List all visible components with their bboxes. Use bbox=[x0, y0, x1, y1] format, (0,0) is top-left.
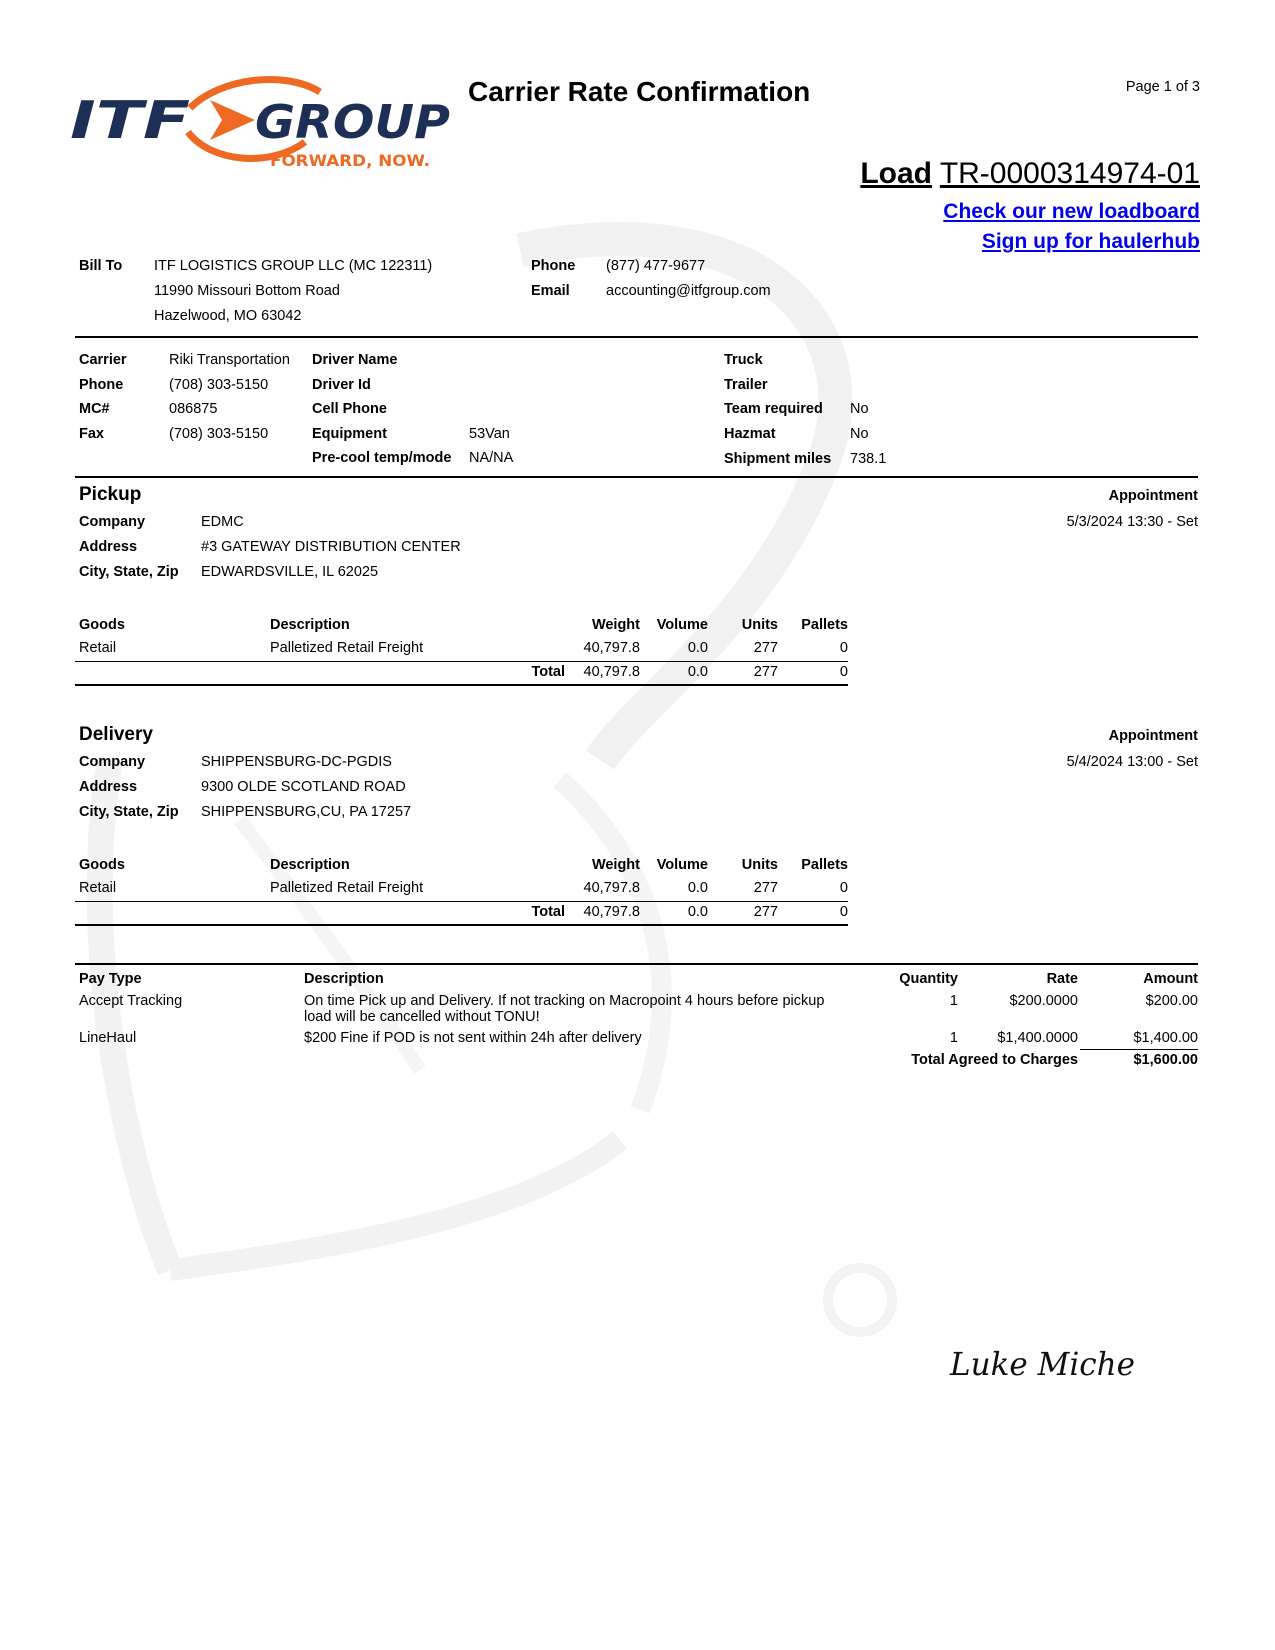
carrier-fax-label: Fax bbox=[79, 426, 104, 442]
carrier-mc-label: MC# bbox=[79, 401, 110, 417]
pay-row-amount: $1,400.00 bbox=[1133, 1030, 1198, 1046]
signature bbox=[945, 1335, 1145, 1394]
pickup-units-header: Units bbox=[741, 617, 778, 633]
delivery-company-label: Company bbox=[79, 754, 146, 770]
pickup-address: #3 GATEWAY DISTRIBUTION CENTER bbox=[201, 539, 461, 555]
carrier-mc: 086875 bbox=[169, 401, 218, 417]
team-required-label: Team required bbox=[724, 401, 823, 417]
delivery-total-label: Total bbox=[531, 904, 565, 920]
bill-to-label: Bill To bbox=[79, 258, 123, 274]
pickup-csz: EDWARDSVILLE, IL 62025 bbox=[201, 564, 379, 580]
carrier-fax: (708) 303-5150 bbox=[169, 426, 269, 442]
pickup-row-description: Palletized Retail Freight bbox=[270, 640, 424, 656]
divider bbox=[75, 661, 848, 662]
delivery-row-pallets: 0 bbox=[839, 880, 848, 896]
loadboard-link[interactable]: Check our new loadboard bbox=[943, 200, 1200, 223]
divider bbox=[75, 963, 1198, 965]
carrier-phone-label: Phone bbox=[79, 377, 124, 393]
total-divider bbox=[1080, 1049, 1198, 1050]
divider bbox=[75, 336, 1198, 338]
bill-to-address1: 11990 Missouri Bottom Road bbox=[154, 283, 340, 299]
pickup-pallets-header: Pallets bbox=[801, 617, 848, 633]
haulerhub-link[interactable]: Sign up for haulerhub bbox=[981, 230, 1200, 253]
pickup-description-header: Description bbox=[270, 617, 350, 633]
pay-row-rate: $1,400.0000 bbox=[997, 1030, 1078, 1046]
pickup-total-label: Total bbox=[531, 664, 565, 680]
pickup-row-pallets: 0 bbox=[839, 640, 848, 656]
page-indicator: Page 1 of 3 bbox=[1125, 79, 1200, 95]
pay-amount-header: Amount bbox=[1143, 971, 1198, 987]
pickup-volume-header: Volume bbox=[656, 617, 708, 633]
divider bbox=[75, 924, 848, 926]
pickup-appointment-label: Appointment bbox=[1108, 488, 1198, 504]
pay-row-description-line1: $200 Fine if POD is not sent within 24h after delivery bbox=[304, 1030, 642, 1046]
equipment-label: Equipment bbox=[312, 426, 387, 442]
pickup-goods-header: Goods bbox=[79, 617, 125, 633]
cell-phone-label: Cell Phone bbox=[312, 401, 387, 417]
svg-text:ITF: ITF bbox=[70, 91, 190, 151]
delivery-company: SHIPPENSBURG-DC-PGDIS bbox=[201, 754, 392, 770]
equipment-value: 53Van bbox=[469, 426, 510, 442]
trailer-label: Trailer bbox=[724, 377, 768, 393]
pickup-address-label: Address bbox=[79, 539, 138, 555]
pickup-title: Pickup bbox=[79, 484, 142, 505]
bill-to-phone: (877) 477-9677 bbox=[606, 258, 706, 274]
bill-to-phone-label: Phone bbox=[531, 258, 576, 274]
pay-rate-header: Rate bbox=[1046, 971, 1078, 987]
delivery-csz: SHIPPENSBURG,CU, PA 17257 bbox=[201, 804, 412, 820]
pickup-total-pallets: 0 bbox=[839, 664, 848, 680]
divider bbox=[75, 684, 848, 686]
delivery-row-weight: 40,797.8 bbox=[583, 880, 640, 896]
delivery-weight-header: Weight bbox=[591, 857, 640, 873]
precool-value: NA/NA bbox=[469, 450, 514, 466]
driver-id-label: Driver Id bbox=[312, 377, 371, 393]
precool-label: Pre-cool temp/mode bbox=[312, 450, 452, 466]
delivery-total-volume: 0.0 bbox=[687, 904, 708, 920]
pay-row-amount: $200.00 bbox=[1145, 993, 1198, 1009]
carrier-label: Carrier bbox=[79, 352, 127, 368]
pay-row-quantity: 1 bbox=[949, 1030, 958, 1046]
delivery-appointment-label: Appointment bbox=[1108, 728, 1198, 744]
svg-text:FORWARD, NOW.: FORWARD, NOW. bbox=[270, 151, 430, 170]
delivery-units-header: Units bbox=[741, 857, 778, 873]
load-number: TR-0000314974-01 bbox=[939, 157, 1200, 190]
delivery-volume-header: Volume bbox=[656, 857, 708, 873]
pay-row-type: LineHaul bbox=[79, 1030, 137, 1046]
pickup-appointment: 5/3/2024 13:30 - Set bbox=[1066, 514, 1198, 530]
delivery-row-goods: Retail bbox=[79, 880, 117, 896]
total-charges-label: Total Agreed to Charges bbox=[911, 1052, 1078, 1068]
delivery-row-description: Palletized Retail Freight bbox=[270, 880, 424, 896]
delivery-address: 9300 OLDE SCOTLAND ROAD bbox=[201, 779, 406, 795]
hazmat-value: No bbox=[850, 426, 869, 442]
hazmat-label: Hazmat bbox=[724, 426, 776, 442]
load-number-line bbox=[860, 157, 1200, 191]
bill-to-name: ITF LOGISTICS GROUP LLC (MC 122311) bbox=[154, 258, 433, 274]
pickup-total-volume: 0.0 bbox=[687, 664, 708, 680]
delivery-appointment: 5/4/2024 13:00 - Set bbox=[1066, 754, 1198, 770]
delivery-address-label: Address bbox=[79, 779, 138, 795]
shipment-miles-label: Shipment miles bbox=[724, 451, 832, 467]
driver-name-label: Driver Name bbox=[312, 352, 398, 368]
divider bbox=[75, 476, 1198, 478]
delivery-total-weight: 40,797.8 bbox=[583, 904, 640, 920]
carrier-phone: (708) 303-5150 bbox=[169, 377, 269, 393]
truck-label: Truck bbox=[724, 352, 763, 368]
delivery-title: Delivery bbox=[79, 724, 153, 745]
pay-quantity-header: Quantity bbox=[899, 971, 958, 987]
svg-text:Luke Miche: Luke Miche bbox=[949, 1345, 1135, 1383]
pickup-total-weight: 40,797.8 bbox=[583, 664, 640, 680]
pickup-row-weight: 40,797.8 bbox=[583, 640, 640, 656]
team-required-value: No bbox=[850, 401, 869, 417]
svg-text:GROUP: GROUP bbox=[255, 95, 451, 149]
pickup-company-label: Company bbox=[79, 514, 146, 530]
itf-group-logo bbox=[70, 70, 455, 174]
delivery-row-units: 277 bbox=[753, 880, 778, 896]
delivery-total-units: 277 bbox=[753, 904, 778, 920]
total-charges-amount: $1,600.00 bbox=[1133, 1052, 1198, 1068]
pickup-weight-header: Weight bbox=[591, 617, 640, 633]
pay-row-type: Accept Tracking bbox=[79, 993, 183, 1009]
delivery-row-volume: 0.0 bbox=[687, 880, 708, 896]
pickup-row-units: 277 bbox=[753, 640, 778, 656]
delivery-goods-header: Goods bbox=[79, 857, 125, 873]
pickup-company: EDMC bbox=[201, 514, 244, 530]
pay-row-description-line1: On time Pick up and Delivery. If not tracking on Macropoint 4 hours before pickup bbox=[304, 993, 825, 1009]
bill-to-email-label: Email bbox=[531, 283, 570, 299]
delivery-csz-label: City, State, Zip bbox=[79, 804, 179, 820]
carrier-name: Riki Transportation bbox=[169, 352, 290, 368]
pay-description-header: Description bbox=[304, 971, 384, 987]
bill-to-address2: Hazelwood, MO 63042 bbox=[154, 308, 302, 324]
delivery-description-header: Description bbox=[270, 857, 350, 873]
document-title: Carrier Rate Confirmation bbox=[468, 76, 811, 107]
pay-row-rate: $200.0000 bbox=[1009, 993, 1078, 1009]
bill-to-email: accounting@itfgroup.com bbox=[606, 283, 771, 299]
pay-row-quantity: 1 bbox=[949, 993, 958, 1009]
pay-row-description-line2: load will be cancelled without TONU! bbox=[304, 1009, 540, 1025]
load-label: Load bbox=[860, 157, 933, 190]
pickup-row-volume: 0.0 bbox=[687, 640, 708, 656]
pickup-csz-label: City, State, Zip bbox=[79, 564, 179, 580]
delivery-total-pallets: 0 bbox=[839, 904, 848, 920]
pickup-total-units: 277 bbox=[753, 664, 778, 680]
divider bbox=[75, 901, 848, 902]
pickup-row-goods: Retail bbox=[79, 640, 117, 656]
shipment-miles-value: 738.1 bbox=[850, 451, 887, 467]
delivery-pallets-header: Pallets bbox=[801, 857, 848, 873]
pay-type-header: Pay Type bbox=[79, 971, 142, 987]
